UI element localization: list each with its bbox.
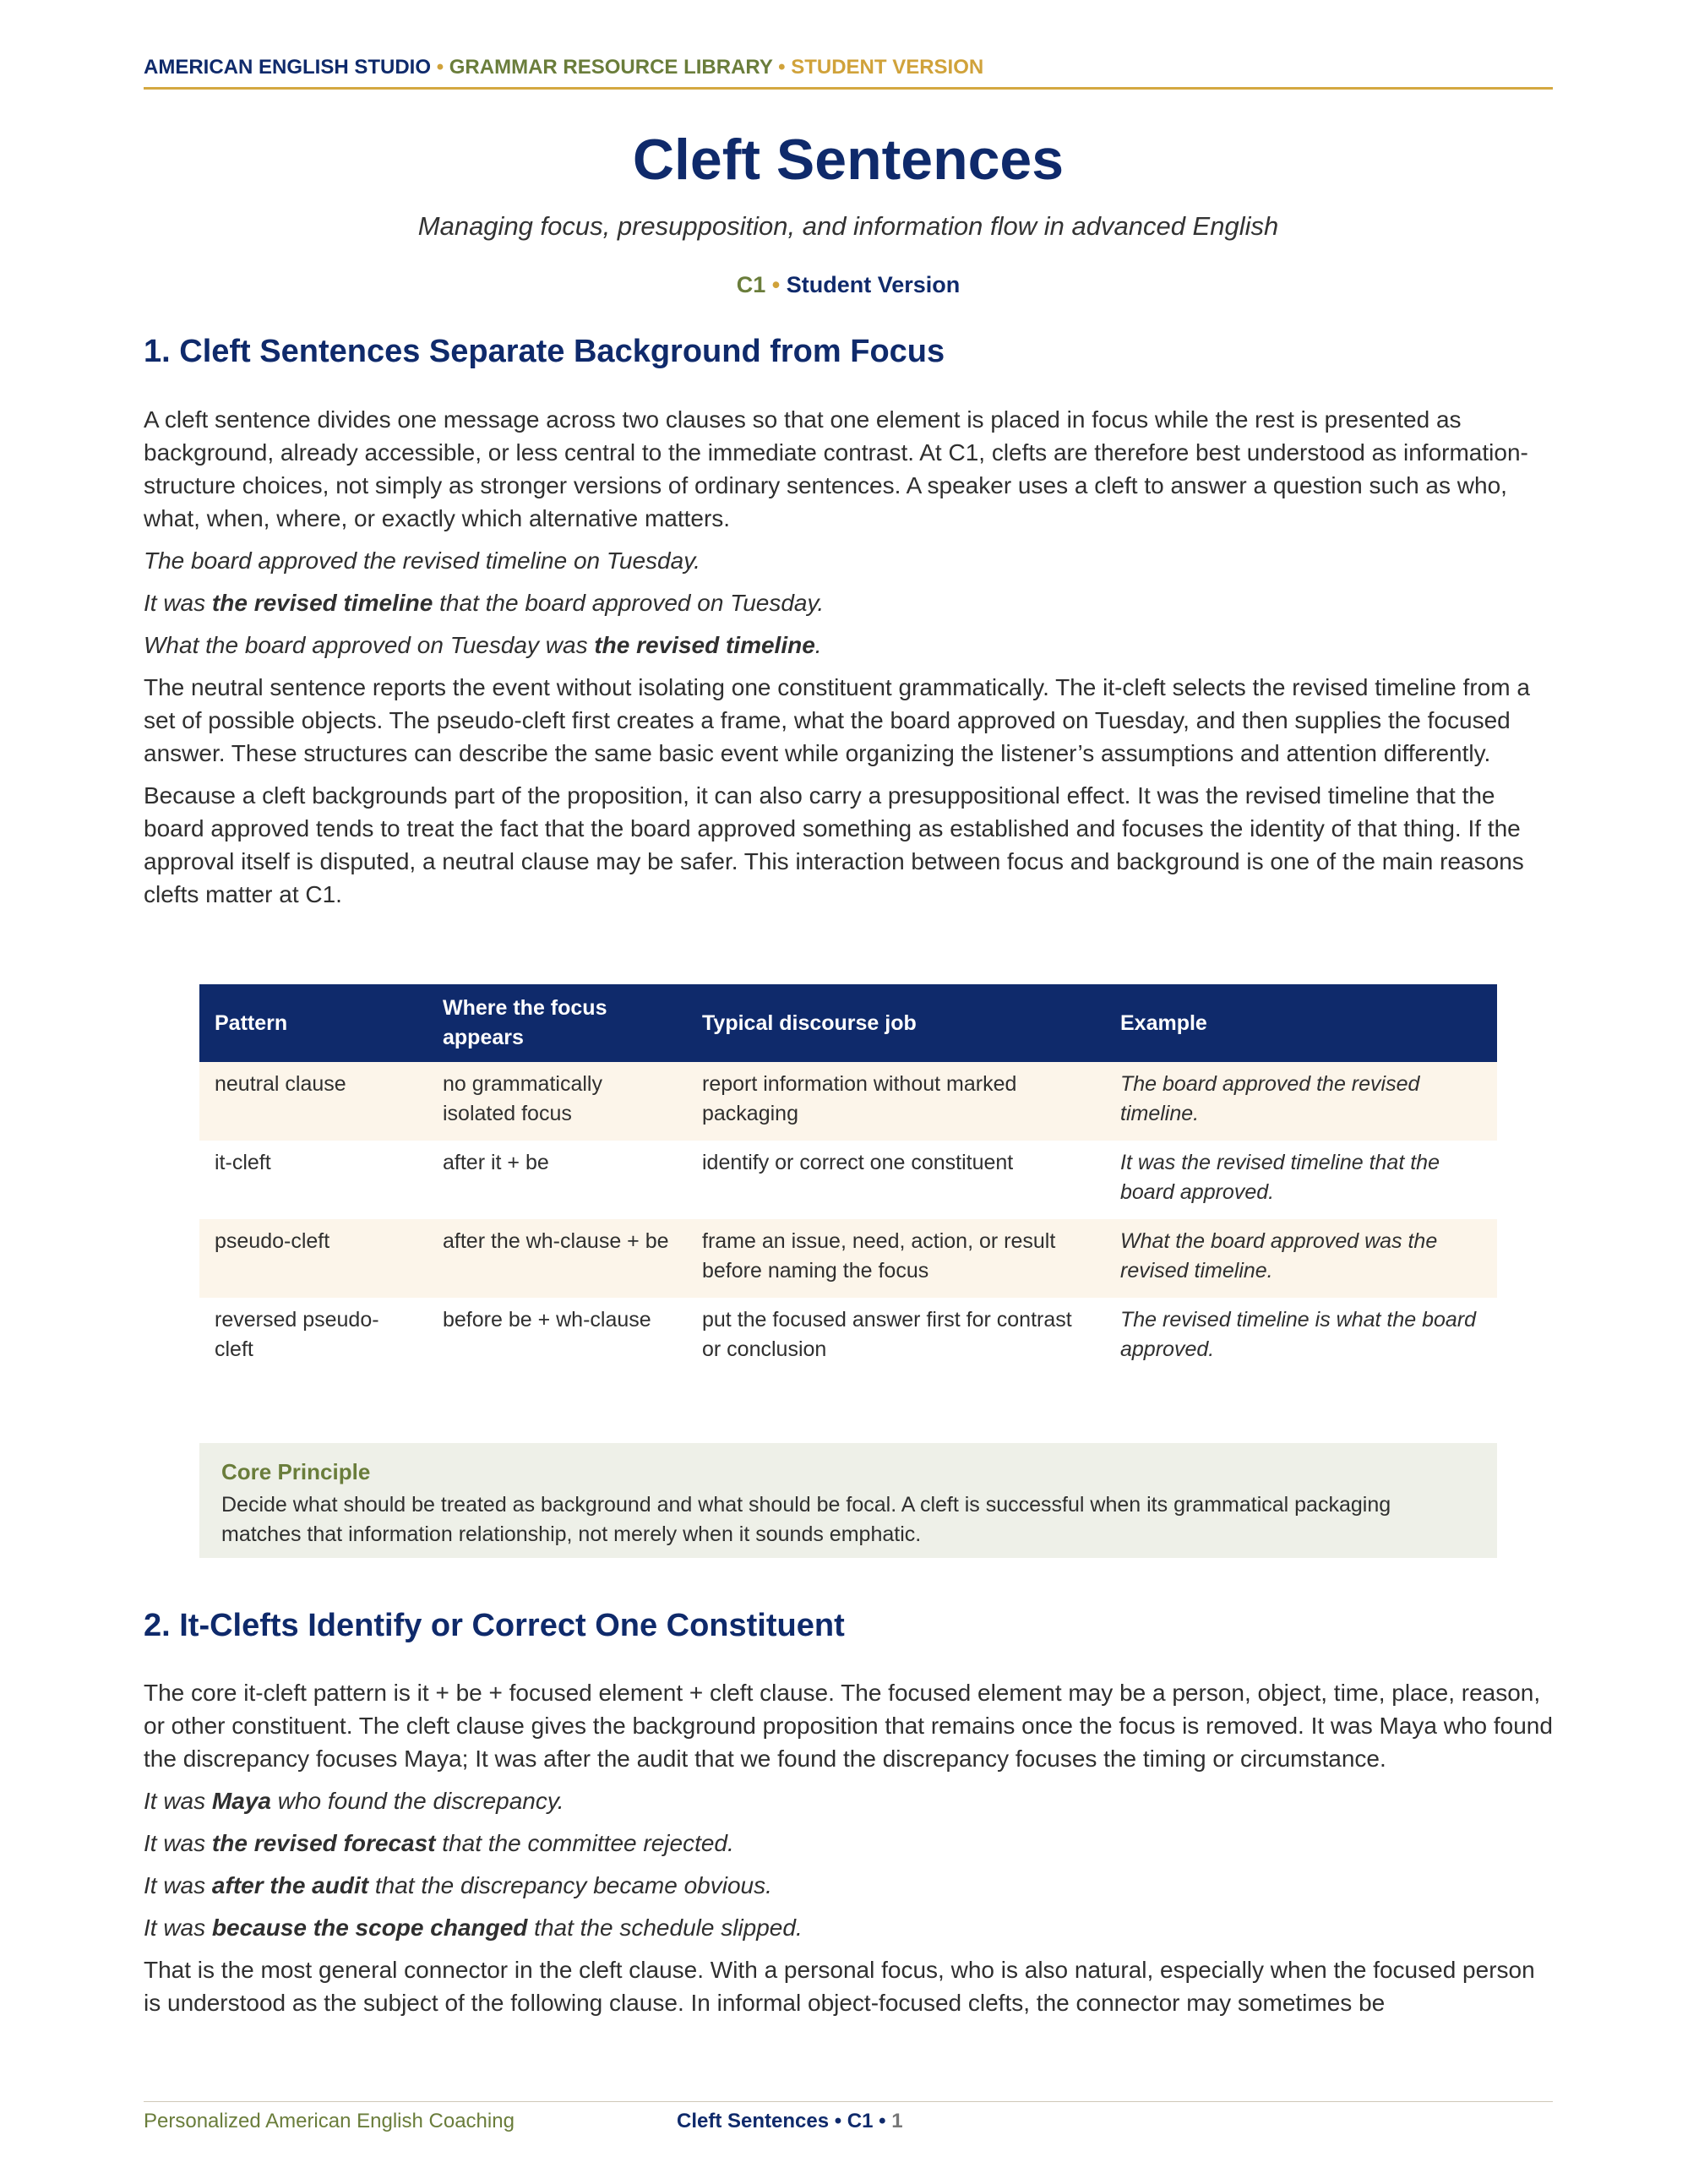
table-cell: after the wh-clause + be (427, 1219, 687, 1298)
table-cell: It was the revised timeline that the board approved. (1120, 1151, 1440, 1204)
footer-title: Cleft Sentences • C1 • (677, 2110, 886, 2132)
level-separator: • (771, 272, 781, 297)
example-text: It was (144, 590, 212, 616)
example-focus: the revised timeline (211, 590, 433, 616)
core-principle-title: Core Principle (221, 1459, 371, 1484)
header-separator: • (436, 56, 444, 79)
page-number: 1 (891, 2110, 903, 2132)
table-cell: reversed pseudo-cleft (215, 1308, 379, 1361)
example-text: who found the discrepancy. (270, 1788, 564, 1814)
column-header: Example (1105, 984, 1497, 1062)
footer-rule (144, 2101, 1553, 2102)
table-row (199, 1141, 1497, 1219)
column-header: Typical discourse job (687, 984, 1105, 1062)
example-text: that the schedule slipped. (527, 1914, 803, 1941)
example-focus: the revised forecast (211, 1830, 436, 1856)
table-cell: pseudo-cleft (199, 1219, 427, 1298)
example-text: What the board approved on Tuesday was (144, 632, 595, 658)
paragraph: That is the most general connector in the cleft clause. With a personal focus, who is also natural, especially when the focused person is understood as the subject of the following clause. In informal object-focused clefts, the connector may sometimes be (144, 1957, 1535, 2016)
column-header: Pattern (199, 984, 427, 1062)
table-cell: it-cleft (215, 1151, 271, 1174)
section-1-body (144, 403, 1553, 920)
header-rule (144, 87, 1553, 90)
core-principle-text: Decide what should be treated as background and what should be focal. A cleft is successful when its grammatical packaging matches that information relationship, not merely when it sounds emphatic. (221, 1493, 1391, 1546)
example-text: It was (144, 1914, 212, 1941)
footer-left-text: Personalized American English Coaching (144, 2110, 515, 2132)
paragraph: Because a cleft backgrounds part of the proposition, it can also carry a presuppositional effect. It was the revised timeline that the board approved tends to treat the fact that the board approved something as established and focuses the identity of that thing. If the approval itself is disputed, a neutral clause may be safer. This interaction between focus and background is one of the main reasons clefts matter at C1. (144, 782, 1524, 907)
header-version: STUDENT VERSION (791, 56, 984, 79)
table-cell: What the board approved was the revised timeline. (1105, 1219, 1497, 1298)
example-focus: after the audit (211, 1872, 369, 1898)
header-brand: AMERICAN ENGLISH STUDIO (144, 56, 432, 79)
example-text: that the discrepancy became obvious. (368, 1872, 772, 1898)
example-sentence (144, 1869, 1553, 1902)
table-cell: report information without marked packaging (687, 1062, 1105, 1141)
example-text: It was (144, 1788, 212, 1814)
column-header: Where the focus appears (427, 984, 687, 1062)
table-cell: The revised timeline is what the board approved. (1120, 1308, 1477, 1361)
section-2-heading: 2. It-Clefts Identify or Correct One Constituent (144, 1608, 845, 1643)
example-text: that the board approved on Tuesday. (433, 590, 825, 616)
level-line (144, 272, 1553, 298)
level-code: C1 (736, 272, 766, 297)
cleft-patterns-table (199, 984, 1497, 1376)
core-principle-box (199, 1443, 1497, 1558)
table-cell: before be + wh-clause (443, 1308, 651, 1332)
example-sentence (144, 1827, 1553, 1860)
table-row (199, 1298, 1497, 1376)
paragraph: A cleft sentence divides one message across two clauses so that one element is placed in focus while the rest is presented as background, already accessible, or less central to the immediate contrast. At C1, clefts are therefore best understood as information-structure choices, not simply as stronger versions of ordinary sentences. A speaker uses a cleft to answer a question such as who, what, when, where, or exactly which alternative matters. (144, 406, 1528, 531)
table-header-row (199, 984, 1497, 1062)
example-sentence (144, 629, 1553, 662)
section-1-heading: 1. Cleft Sentences Separate Background from Focus (144, 334, 945, 369)
example-text: . (814, 632, 822, 658)
level-label: Student Version (786, 272, 961, 297)
footer-center-text (677, 2110, 903, 2133)
table-cell: neutral clause (199, 1062, 427, 1141)
example-sentence: The board approved the revised timeline on Tuesday. (144, 547, 700, 574)
table-row (199, 1062, 1497, 1141)
example-sentence (144, 1911, 1553, 1944)
header-library: GRAMMAR RESOURCE LIBRARY (449, 56, 773, 79)
example-text: It was (144, 1830, 212, 1856)
document-title: Cleft Sentences (632, 128, 1065, 192)
paragraph: The core it-cleft pattern is it + be + focused element + cleft clause. The focused element may be a person, object, time, place, reason, or other constituent. The cleft clause gives the background proposition that remains once the focus is removed. It was Maya who found the discrepancy focuses Maya; It was after the audit that we found the discrepancy focuses the timing or circumstance. (144, 1680, 1553, 1772)
example-sentence (144, 586, 1553, 619)
running-header (144, 56, 1553, 79)
table-cell: identify or correct one constituent (702, 1151, 1014, 1174)
example-text: that the committee rejected. (435, 1830, 734, 1856)
table-cell: put the focused answer first for contrast or conclusion (702, 1308, 1072, 1361)
table-cell: frame an issue, need, action, or result before naming the focus (687, 1219, 1105, 1298)
table-cell: The board approved the revised timeline. (1105, 1062, 1497, 1141)
paragraph: The neutral sentence reports the event without isolating one constituent grammatically. The it-cleft selects the revised timeline from a set of possible objects. The pseudo-cleft first creates a frame, what the board approved on Tuesday, and then supplies the focused answer. These structures can describe the same basic event while organizing the listener’s assumptions and attention differently. (144, 674, 1530, 766)
example-focus: the revised timeline (594, 632, 815, 658)
example-text: It was (144, 1872, 212, 1898)
example-focus: Maya (211, 1788, 271, 1814)
example-sentence (144, 1784, 1553, 1817)
example-focus: because the scope changed (211, 1914, 528, 1941)
table-cell: after it + be (443, 1151, 549, 1174)
table-cell: no grammatically isolated focus (427, 1062, 687, 1141)
section-2-body (144, 1676, 1553, 2029)
table-row (199, 1219, 1497, 1298)
header-separator: • (778, 56, 786, 79)
document-subtitle: Managing focus, presupposition, and information flow in advanced English (417, 211, 1279, 241)
